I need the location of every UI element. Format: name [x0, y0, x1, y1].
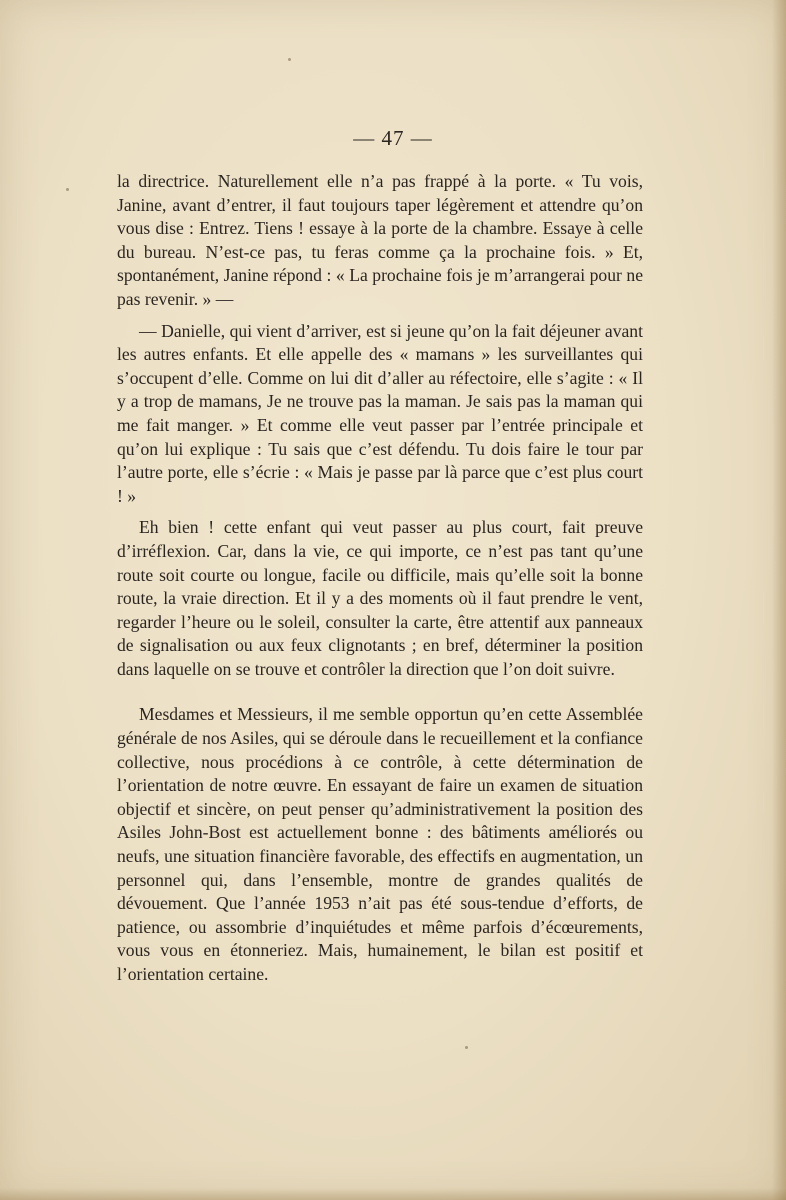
paper-speck [465, 1046, 468, 1049]
paragraph-mesdames: Mesdames et Messieurs, il me semble opportun qu’en cette Assemblée générale de nos Asiles, qui se déroule dans le recueillement et la confiance collective, nous procédions à ce contrôle, à cette détermination de l’orientation de notre œuvre. En essayant de faire un examen de situation objectif et sincère, on peut penser qu’administrativement la position des Asiles John-Bost est actuellement bonne : des bâtiments améliorés ou neufs, une situation financière favorable, des effectifs en augmentation, un personnel qui, dans l’ensemble, montre de grandes qualités de dévouement. Que l’année 1953 n’ait pas été sous-tendue d’efforts, de patience, ou assombrie d’inquiétudes et même parfois d’écœurements, vous vous en étonneriez. Mais, humainement, le bilan est positif et l’orientation certaine. [117, 704, 643, 984]
paper-speck [66, 188, 69, 191]
page-edge-shadow [772, 0, 786, 1200]
paragraph-directrice: la directrice. Naturellement elle n’a pas frappé à la porte. « Tu vois, Janine, avant d’entrer, il faut toujours taper légèrement et attendre qu’on vous dise : Entrez. Tiens ! essaye à la porte de la chambre. Essaye à celle du bureau. N’est-ce pas, tu feras comme ça la prochaine fois. » Et, spontanément, Janine répond : « La prochaine fois je m’arrangerai pour ne pas revenir. » — [117, 171, 643, 309]
paragraph-eh-bien: Eh bien ! cette enfant qui veut passer au plus court, fait preuve d’irréflexion. Car, dans la vie, ce qui importe, ce n’est pas tant qu’une route soit courte ou longue, facile ou difficile, mais qu’elle soit la bonne route, la vraie direction. Et il y a des moments où il faut prendre le vent, regarder l’heure ou le soleil, consulter la carte, être attentif aux panneaux de signalisation ou aux feux clignotants ; en bref, déterminer la position dans laquelle on se trouve et contrôler la direction que l’on doit suivre. [117, 517, 643, 679]
paragraph-danielle: — Danielle, qui vient d’arriver, est si jeune qu’on la fait déjeuner avant les autres enfants. Et elle appelle des « mamans » les surveillantes qui s’occupent d’elle. Comme on lui dit d’aller au réfectoire, elle s’agite : « Il y a trop de mamans, Je ne trouve pas la maman. Je sais pas la maman qui me fait manger. » Et comme elle veut passer par l’entrée principale et qu’on lui explique : Tu sais que c’est défendu. Tu dois faire le tour par l’autre porte, elle s’écrie : « Mais je passe par là parce que c’est plus court ! » [117, 320, 643, 506]
page-number: — 47 — [353, 126, 433, 150]
paper-speck [288, 58, 291, 61]
body-text [117, 170, 643, 987]
page-bottom-shadow [0, 1188, 786, 1200]
